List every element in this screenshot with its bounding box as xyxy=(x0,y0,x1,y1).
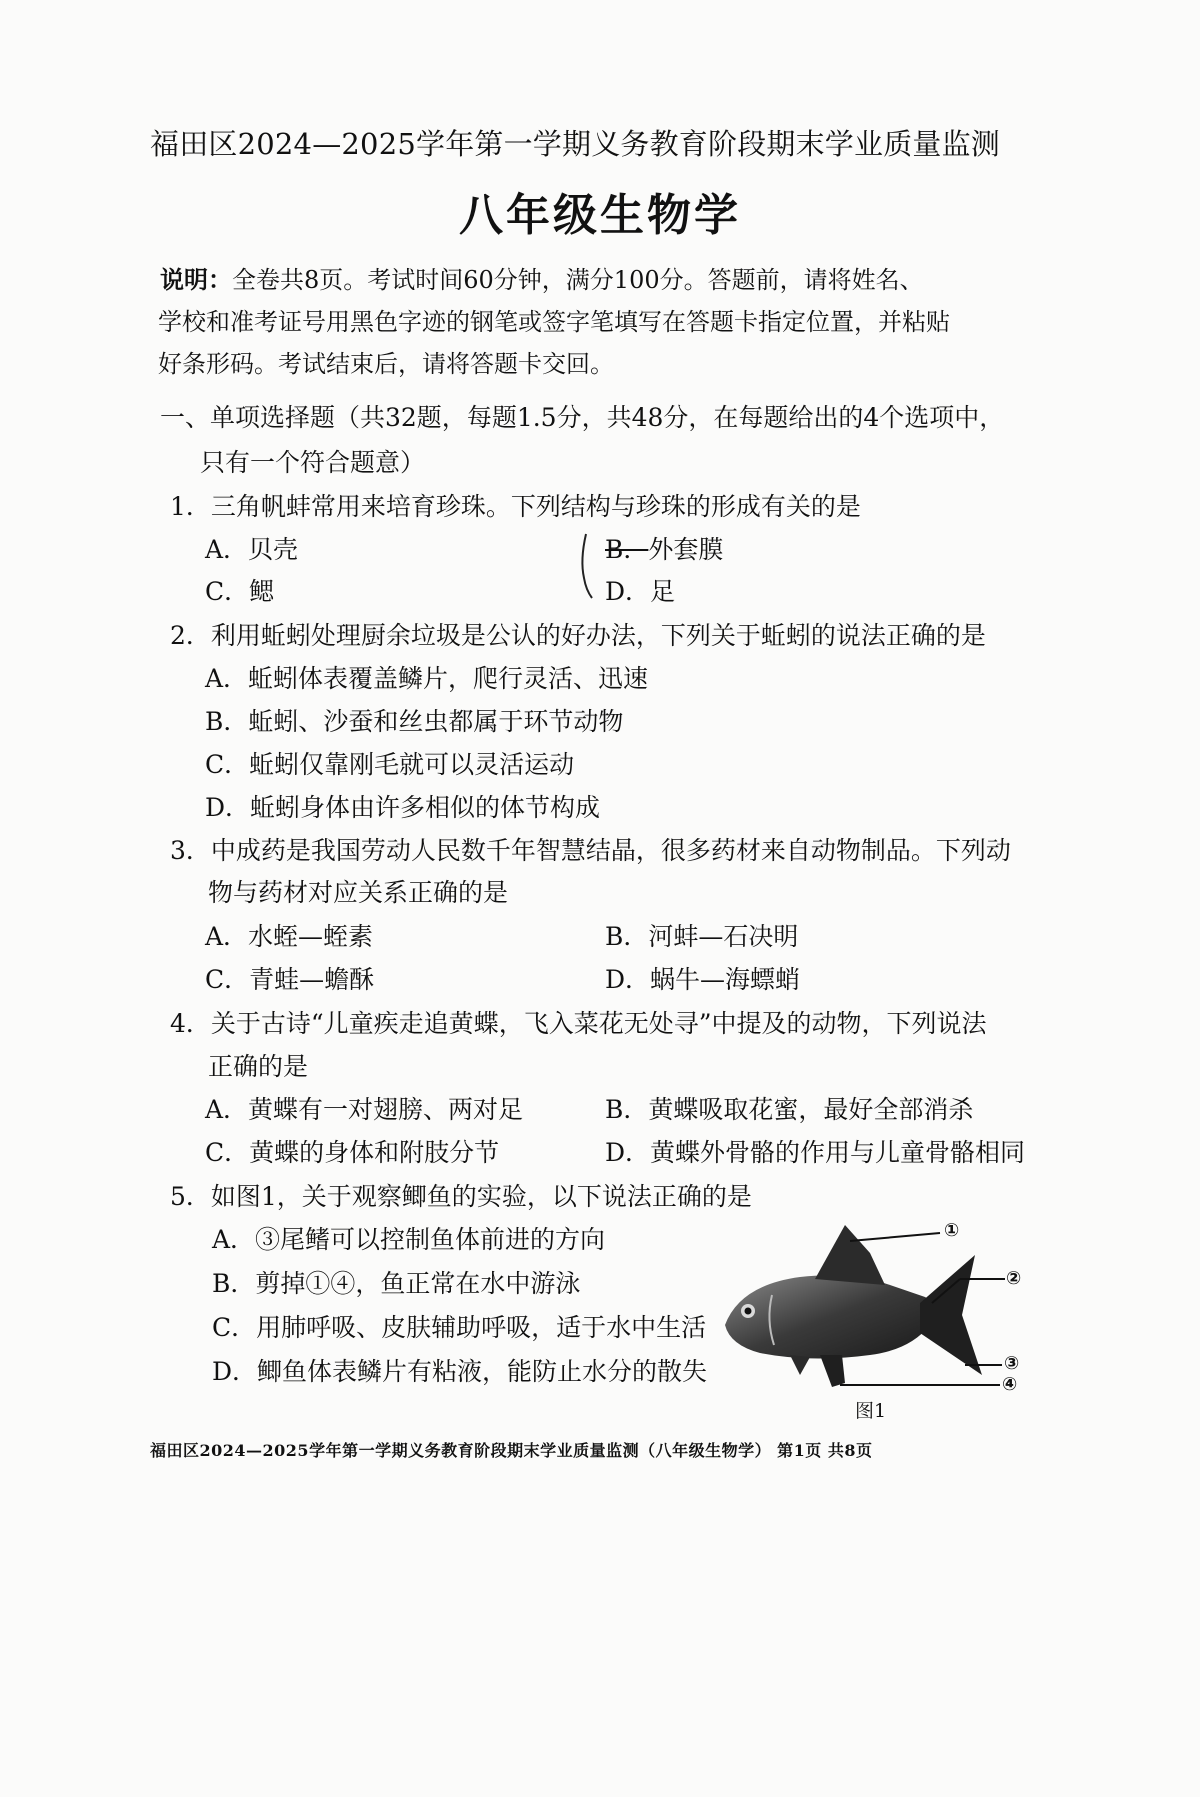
subject-title: 八年级生物学 xyxy=(459,190,741,241)
q2-option-b: B．蚯蚓、沙蚕和丝虫都属于环节动物 xyxy=(205,707,624,736)
q1-option-b xyxy=(605,537,723,562)
q5-option-a: A．③尾鳍可以控制鱼体前进的方向 xyxy=(212,1225,606,1254)
marker-4: ④ xyxy=(1002,1374,1018,1395)
q1-option-a: A．贝壳 xyxy=(205,535,299,564)
q2-option-c: C．蚯蚓仅靠刚毛就可以灵活运动 xyxy=(205,750,575,779)
instructions-label: 说明： xyxy=(160,265,232,294)
q3-option-c: C．青蛙—蟾酥 xyxy=(205,965,375,994)
marker-1: ① xyxy=(944,1220,960,1241)
q4-stem-line-1: 4．关于古诗“儿童疾走追黄蝶，飞入菜花无处寻”中提及的动物，下列说法 xyxy=(170,1009,987,1038)
q4-option-b: B．黄蝶吸取花蜜，最好全部消杀 xyxy=(605,1095,974,1124)
pen-mark xyxy=(576,530,596,602)
q5-option-d: D．鲫鱼体表鳞片有粘液，能防止水分的散失 xyxy=(212,1357,708,1386)
tail-fin xyxy=(920,1255,982,1375)
dorsal-fin xyxy=(815,1225,885,1285)
q2-stem: 2．利用蚯蚓处理厨余垃圾是公认的好办法，下列关于蚯蚓的说法正确的是 xyxy=(170,621,986,650)
instructions-line-2: 学校和准考证号用黑色字迹的钢笔或签字笔填写在答题卡指定位置，并粘贴 xyxy=(158,308,950,336)
q3-option-a: A．水蛭—蛭素 xyxy=(205,922,374,951)
fish-body xyxy=(725,1275,934,1358)
fish-figure xyxy=(720,1215,1030,1395)
q1-option-d: D．足 xyxy=(605,577,676,606)
q1-stem: 1．三角帆蚌常用来培育珍珠。下列结构与珍珠的形成有关的是 xyxy=(170,492,861,521)
section-title-line-1: 一、单项选择题（共32题，每题1.5分，共48分，在每题给出的4个选项中， xyxy=(160,403,1005,432)
q3-stem-line-2: 物与药材对应关系正确的是 xyxy=(208,878,509,907)
marker-3: ③ xyxy=(1004,1353,1020,1374)
section-title-line-2: 只有一个符合题意） xyxy=(200,448,426,477)
q3-option-b: B．河蚌—石决明 xyxy=(605,922,799,951)
q1-option-c: C．鳃 xyxy=(205,577,275,606)
page-footer: 福田区2024—2025学年第一学期义务教育阶段期末学业质量监测（八年级生物学） 第1页 共8页 xyxy=(150,1441,873,1460)
instructions-line-3: 好条形码。考试结束后，请将答题卡交回。 xyxy=(158,350,614,378)
q4-stem-line-2: 正确的是 xyxy=(208,1052,309,1081)
q1-option-b-text: 外套膜 xyxy=(648,535,724,564)
instructions-text-1: 全卷共8页。考试时间60分钟，满分100分。答题前，请将姓名、 xyxy=(232,266,924,294)
q5-option-b: B．剪掉①④，鱼正常在水中游泳 xyxy=(212,1269,581,1298)
q4-option-a: A．黄蝶有一对翅膀、两对足 xyxy=(205,1095,524,1124)
figure-caption: 图1 xyxy=(855,1400,887,1422)
instructions-line-1 xyxy=(160,265,924,294)
q2-option-a: A．蚯蚓体表覆盖鳞片，爬行灵活、迅速 xyxy=(205,664,649,693)
q3-stem-line-1: 3．中成药是我国劳动人民数千年智慧结晶，很多药材来自动物制品。下列动 xyxy=(170,836,1011,865)
q1-option-b-letter: B． xyxy=(605,535,649,564)
exam-title: 福田区2024—2025学年第一学期义务教育阶段期末学业质量监测 xyxy=(150,127,1001,161)
q5-option-c: C．用肺呼吸、皮肤辅助呼吸，适于水中生活 xyxy=(212,1313,707,1342)
q5-stem: 5．如图1，关于观察鲫鱼的实验，以下说法正确的是 xyxy=(170,1182,752,1211)
anal-fin xyxy=(820,1355,845,1387)
q4-option-d: D．黄蝶外骨骼的作用与儿童骨骼相同 xyxy=(605,1138,1026,1167)
q2-option-d: D．蚯蚓身体由许多相似的体节构成 xyxy=(205,793,601,822)
q3-option-d: D．蜗牛—海螵蛸 xyxy=(605,965,801,994)
marker-2: ② xyxy=(1006,1268,1022,1289)
q4-option-c: C．黄蝶的身体和附肢分节 xyxy=(205,1138,500,1167)
pelvic-fin xyxy=(790,1355,810,1375)
